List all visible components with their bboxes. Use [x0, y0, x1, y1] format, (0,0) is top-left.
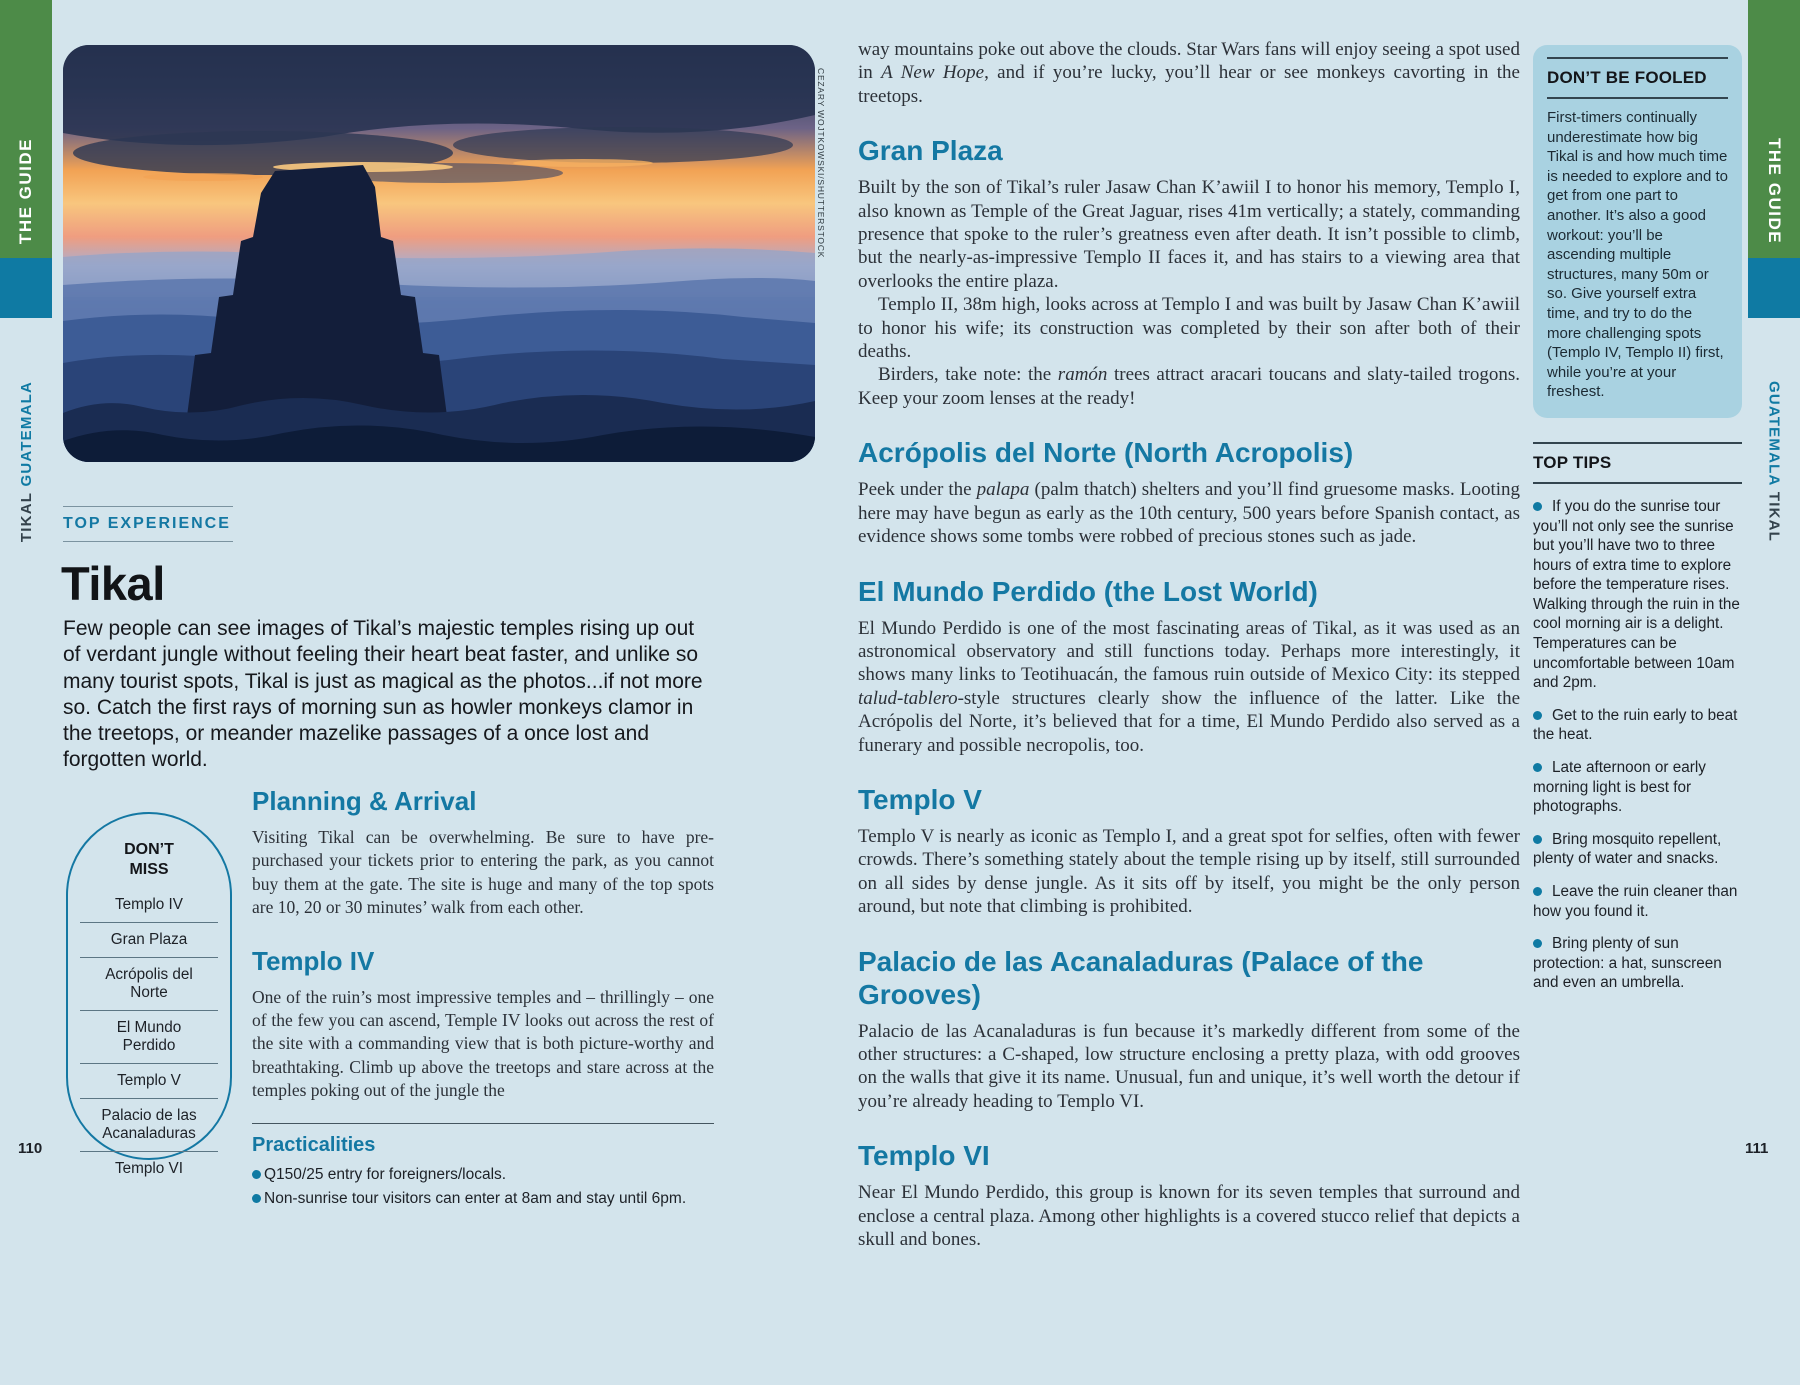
left-edge-strip: [0, 0, 52, 1385]
eyebrow-label: TOP EXPERIENCE: [63, 506, 233, 542]
page-number-left: 110: [18, 1140, 43, 1157]
bullet-icon: [1533, 939, 1542, 948]
bullet-icon: [1533, 887, 1542, 896]
dont-miss-item: Templo VI: [114, 1160, 183, 1177]
left-page-text-column: [252, 786, 714, 1211]
left-guide-tab: [0, 0, 52, 258]
bullet-icon: [252, 1170, 261, 1179]
dont-miss-item: Acrópolis del Norte: [80, 958, 218, 1011]
dont-miss-item: Palacio de las Acanaladuras: [80, 1099, 218, 1152]
top-tips-block: [1533, 442, 1742, 993]
dont-be-fooled-heading: DON’T BE FOOLED: [1547, 57, 1728, 99]
tip-item: Bring mosquito repellent, plenty of water and snacks.: [1533, 830, 1722, 868]
body-paragraph: way mountains poke out above the clouds. Star Wars fans will enjoy seeing a spot used in A New Hope, and if you’re lucky, you’ll hear or see monkeys cavorting in the treetops.: [858, 39, 1520, 107]
dont-miss-card: [66, 812, 232, 1177]
right-edge-strip: [1748, 0, 1800, 1385]
bullet-icon: [1533, 502, 1542, 511]
dont-be-fooled-body: First-timers continually underestimate how big Tikal is and how much time is needed to explore and to get from one part to another. It’s also a good workout: you’ll be ascending multiple structures, many 50m or so. Give yourself extra time, and try to do the more challenging spots (Templo IV, Templo II) first, while you’re at your freshest.: [1547, 109, 1728, 401]
bullet-icon: [1533, 763, 1542, 772]
section-heading: Acrópolis del Norte (North Acropolis): [858, 437, 1354, 469]
body-paragraph: One of the ruin’s most impressive temples and – thrillingly – one of the few you can ascend, Temple IV looks out across the rest of the site with a commanding view that is both picture-worthy and breathtaking. Climb up above the treetops and stare across at the temples poking out of the jungle the: [252, 986, 714, 1101]
body-paragraph: Birders, take note: the ramón trees attract aracari toucans and slaty-tailed trogons. Keep your zoom lenses at the ready!: [858, 364, 1521, 409]
body-paragraph: Templo II, 38m high, looks across at Templo I and was built by Jasaw Chan K’awiil to honor his wife; its construction was completed by their son after both of their deaths.: [858, 294, 1520, 363]
chapter-location-label: TIKAL: [1765, 492, 1783, 543]
body-paragraph: Peek under the palapa (palm thatch) shelters and you’ll find gruesome masks. Looting here may have begun as early as the 10th century, 500 years before Spanish contact, as evidence shows some tombs were robbed of precious stones such as jade.: [858, 479, 1520, 548]
body-paragraph: El Mundo Perdido is one of the most fascinating areas of Tikal, as it was used as an astronomical observatory and still functions today. Perhaps more interestingly, it shows many links to Teotihuacán, the famous ruin outside of Mexico City: its stepped talud-tablero-style structures clearly show the influence of the latter. Like the Acrópolis del Norte, it’s believed that for a time, El Mundo Perdido also served as a funerary and possible necropolis, too.: [858, 617, 1520, 756]
dont-be-fooled-box: [1533, 45, 1742, 418]
section-heading: Templo V: [858, 783, 982, 815]
body-paragraph: Visiting Tikal can be overwhelming. Be sure to have pre-purchased your tickets prior to entering the park, as you cannot buy them at the gate. The site is huge and many of the top spots are 10, 20 or 30 minutes’ walk from each other.: [252, 827, 714, 918]
right-chapter-color-block: [1748, 258, 1800, 318]
tip-item: If you do the sunrise tour you’ll not only see the sunrise but you’ll have two to three hours of extra time to explore before the temperature rises. Walking through the ruin in the cool morning air is a delight. Temperatures can be uncomfortable between 10am and 2pm.: [1533, 497, 1740, 692]
intro-text: Few people can see images of Tikal’s majestic temples rising up out of verdant jungle without feeling their heart beat faster, and unlike so many tourist spots, Tikal is just as magical as the photos...if not more so. Catch the first rays of morning sun as howler monkeys clamor in the treetops, or meander mazelike passages of a once lost and forgotten world.: [63, 617, 703, 772]
top-tips-heading: TOP TIPS: [1533, 442, 1742, 484]
right-guide-tab: [1748, 0, 1800, 258]
section-heading: Palacio de las Acanaladuras (Palace of the Grooves): [858, 945, 1424, 1010]
practicality-item: Non-sunrise tour visitors can enter at 8am and stay until 6pm.: [252, 1187, 714, 1211]
page-number-right: 111: [1745, 1140, 1769, 1157]
practicalities-block: [252, 1123, 714, 1211]
sunset-jungle-illustration: [63, 45, 815, 462]
hero-photo: [63, 45, 815, 462]
section-heading: Planning & Arrival: [252, 786, 477, 816]
section-heading: Templo VI: [858, 1140, 990, 1172]
practicalities-heading: Practicalities: [252, 1133, 376, 1156]
right-page-text-column: [858, 38, 1520, 1251]
practicality-item: Q150/25 entry for foreigners/locals.: [252, 1163, 714, 1187]
left-guide-tab-label: THE GUIDE: [16, 137, 35, 244]
dont-miss-item: Gran Plaza: [80, 923, 218, 958]
section-heading: Templo IV: [252, 945, 375, 976]
chapter-region-label: GUATEMALA: [1765, 381, 1783, 487]
dont-miss-item: El Mundo Perdido: [80, 1011, 218, 1064]
chapter-location-label: TIKAL: [17, 492, 35, 543]
right-sidebar: [1533, 45, 1742, 1006]
tip-item: Leave the ruin cleaner than how you found it.: [1533, 883, 1738, 920]
section-heading: Gran Plaza: [858, 135, 1003, 167]
section-heading: El Mundo Perdido (the Lost World): [858, 575, 1318, 607]
right-chapter-label: [1748, 324, 1800, 600]
body-paragraph: Templo V is nearly as iconic as Templo I, and a great spot for selfies, often with fewer crowds. There’s something stately about the temple rising up by itself, still surrounded on all sides by dense jungle. As it sits off by itself, you might be the only person around, but note that climbing is prohibited.: [858, 825, 1520, 918]
body-paragraph: Palacio de las Acanaladuras is fun because it’s markedly different from some of the other structures: a C-shaped, low structure enclosing a pretty plaza, with odd grooves on the walls that give it its name. Unusual, fun and unique, it’s well worth the detour if you’re already heading to Templo VI.: [858, 1020, 1520, 1112]
tip-item: Get to the ruin early to beat the heat.: [1533, 706, 1738, 744]
photo-credit: CEZARY WOJTKOWSKI/SHUTTERSTOCK: [816, 68, 826, 259]
left-chapter-label: [0, 324, 52, 600]
dont-miss-title: DON’T MISS: [124, 841, 174, 878]
bullet-icon: [252, 1194, 261, 1203]
left-chapter-color-block: [0, 258, 52, 318]
dont-miss-item: Templo V: [80, 1064, 218, 1099]
page-title: Tikal: [61, 557, 165, 610]
dont-miss-item: Templo IV: [80, 888, 218, 923]
body-paragraph: Built by the son of Tikal’s ruler Jasaw Chan K’awiil I to honor his memory, Templo I, also known as Temple of the Great Jaguar, rises 41m vertically; a stately, commanding presence that spoke to the ruler’s greatness even after death. It isn’t possible to climb, but the nearly-as-impressive Templo II faces it, and has stairs to a viewing area that overlooks the entire plaza.: [858, 177, 1520, 292]
chapter-region-label: GUATEMALA: [17, 381, 35, 487]
bullet-icon: [1533, 711, 1542, 720]
right-guide-tab-label: THE GUIDE: [1765, 137, 1784, 244]
body-paragraph: Near El Mundo Perdido, this group is known for its seven temples that surround and enclose a central plaza. Among other highlights is a covered stucco relief that depicts a skull and bones.: [858, 1182, 1520, 1250]
tip-item: Late afternoon or early morning light is best for photographs.: [1533, 759, 1706, 816]
tip-item: Bring plenty of sun protection: a hat, sunscreen and even an umbrella.: [1533, 935, 1722, 992]
bullet-icon: [1533, 835, 1542, 844]
